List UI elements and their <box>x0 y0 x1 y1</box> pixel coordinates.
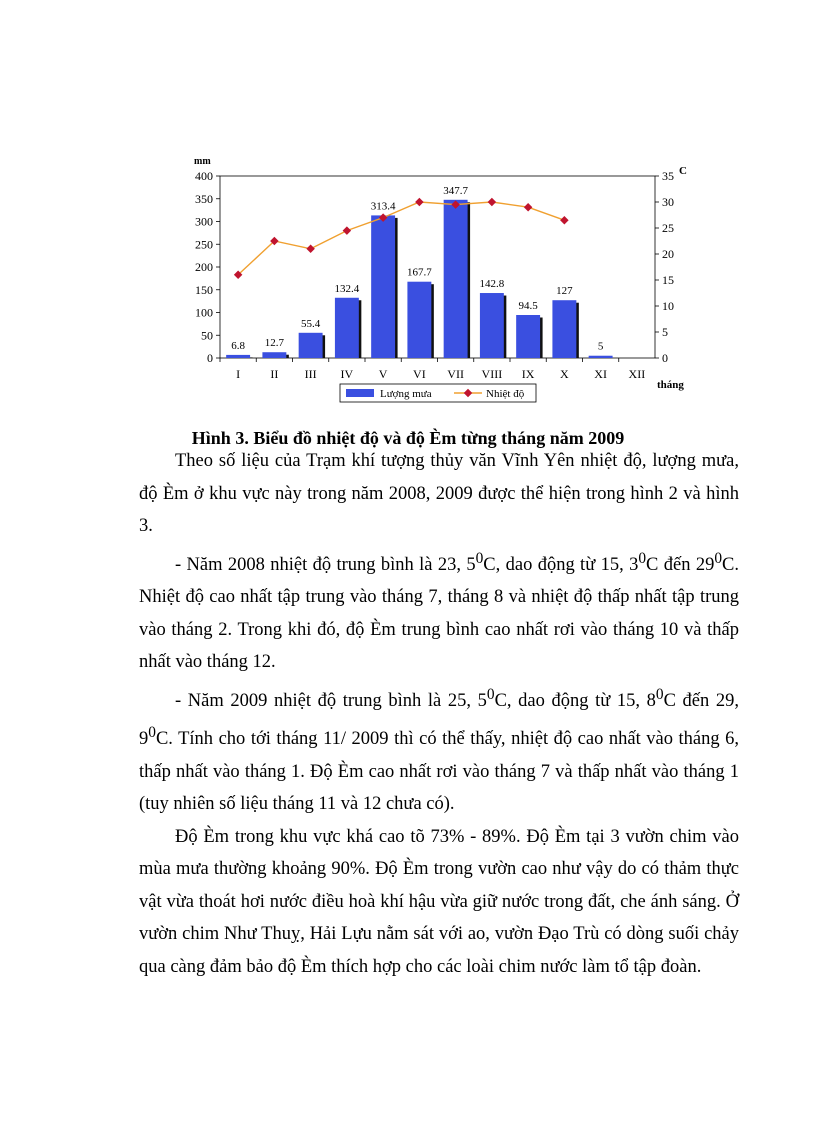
right-tick-label: 25 <box>662 221 674 235</box>
paragraph-3: - Năm 2009 nhiệt độ trung bình là 25, $5^0C$, dao động từ 15, $8^0C$ đến 29, $9^0C$. Tính cho tới tháng 11/ 2009 thì có thể thấy, nhiệt độ cao nhất vào tháng 6, thấp nhất vào tháng 1. Độ Èm cao nhất rơi vào tháng 7 và thấp nhất vào tháng 1 (tuy nhiên số liệu tháng 11 và 12 chưa có). <box>139 685 740 815</box>
right-tick-label: 35 <box>662 169 674 183</box>
left-tick-label: 50 <box>201 328 213 343</box>
temperature-point <box>488 198 496 206</box>
rain-bar <box>516 315 540 358</box>
x-tick-label: I <box>236 367 241 381</box>
right-axis-title: C <box>679 165 687 177</box>
rain-data-label: 142.8 <box>479 278 505 291</box>
x-tick-label: IX <box>521 367 535 381</box>
left-tick-label: 400 <box>195 169 213 183</box>
rain-data-label: 5 <box>597 340 604 353</box>
left-tick-label: 350 <box>195 191 213 206</box>
left-tick-label: 250 <box>195 237 213 252</box>
rainfall-temperature-chart <box>180 150 710 410</box>
rain-data-label: 6.8 <box>231 339 245 352</box>
x-tick-label: XII <box>628 367 646 381</box>
rain-data-label: 313.4 <box>370 200 396 213</box>
temperature-point <box>560 216 568 224</box>
right-tick-label: 15 <box>662 273 674 287</box>
rain-data-label: 12.7 <box>264 337 284 350</box>
x-tick-label: V <box>378 367 388 381</box>
temperature-point <box>415 198 423 206</box>
rain-bar <box>335 298 359 358</box>
right-tick-label: 5 <box>662 325 668 339</box>
temperature-point <box>306 245 314 253</box>
right-tick-label: 30 <box>662 195 674 209</box>
left-tick-label: 0 <box>207 351 213 365</box>
x-tick-label: VI <box>413 367 426 381</box>
rain-bar <box>226 355 250 358</box>
rain-bar <box>407 282 431 358</box>
left-tick-label: 300 <box>195 214 213 229</box>
left-tick-label: 200 <box>195 260 213 274</box>
rain-data-label: 167.7 <box>407 266 432 279</box>
temperature-line <box>238 202 564 275</box>
right-tick-label: 0 <box>662 351 668 365</box>
rain-data-label: 55.4 <box>301 317 321 330</box>
x-tick-label: IV <box>340 367 354 381</box>
rain-data-label: 132.4 <box>334 282 360 295</box>
rain-bar <box>371 215 395 358</box>
rain-bar <box>262 352 286 358</box>
rain-data-label: 347.7 <box>443 184 468 197</box>
rain-bar <box>444 200 468 358</box>
legend-rain-label: Lượng mưa <box>380 388 432 400</box>
x-tick-label: X <box>560 367 569 381</box>
left-tick-label: 100 <box>195 305 213 320</box>
paragraph-2: - Năm 2008 nhiệt độ trung bình là 23, $5^0C$, dao động từ 15, $3^0C$ đến $29^0C$. Nhiệt độ cao nhất tập trung vào tháng 7, tháng 8 và nhiệt độ thấp nhất tập trung vào tháng 2. Trong khi đó, độ Èm trung bình cao nhất rơi vào tháng 10 và thấp nhất vào tháng 12. <box>139 549 740 673</box>
rain-data-label: 94.5 <box>518 300 538 313</box>
temperature-point <box>343 226 351 234</box>
rain-bar <box>589 356 613 358</box>
x-tick-label: XI <box>594 367 607 381</box>
rain-data-label: 127 <box>556 285 573 298</box>
left-axis-title: mm <box>194 156 211 167</box>
x-tick-label: II <box>270 367 279 381</box>
rain-bar <box>552 300 576 358</box>
paragraph-1: Theo số liệu của Trạm khí tượng thủy văn Vĩnh Yên nhiệt độ, lượng mưa, độ Èm ở khu vực này trong năm 2008, 2009 được thể hiện trong hình 2 và hình 3. <box>139 451 739 536</box>
temperature-point <box>524 203 532 211</box>
right-tick-label: 20 <box>662 247 674 261</box>
paragraph-4: Độ Èm trong khu vực khá cao tõ 73% - 89%. Độ Èm tại 3 vườn chim vào mùa mưa thường khoảng 90%. Độ Èm trong vườn cao như vậy do có thảm thực vật vừa thoát hơi nước điều hoà khí hậu vừa giữ nước trong đất, che ánh sáng. Ở vườn chim Như Thuỵ, Hải Lựu nằm sát với ao, vườn Đạo Trù có dòng suối chảy qua càng đảm bảo độ Èm thích hợp cho các loài chim nước làm tổ tập đoàn. <box>139 826 739 977</box>
rain-bar <box>299 333 323 358</box>
legend-temp-label: Nhiệt độ <box>486 388 525 400</box>
left-tick-label: 150 <box>195 282 213 297</box>
body-text <box>139 445 739 983</box>
legend-rain-swatch <box>346 389 374 397</box>
rain-bar <box>480 293 504 358</box>
x-tick-label: VII <box>447 367 464 381</box>
figure-caption: Hình 3. Biểu đồ nhiệt độ và độ Èm từng tháng năm 2009 <box>191 428 625 448</box>
x-tick-label: VIII <box>481 367 503 381</box>
x-tick-label: III <box>304 367 317 381</box>
right-tick-label: 10 <box>662 299 674 313</box>
x-axis-title: tháng <box>657 379 684 391</box>
